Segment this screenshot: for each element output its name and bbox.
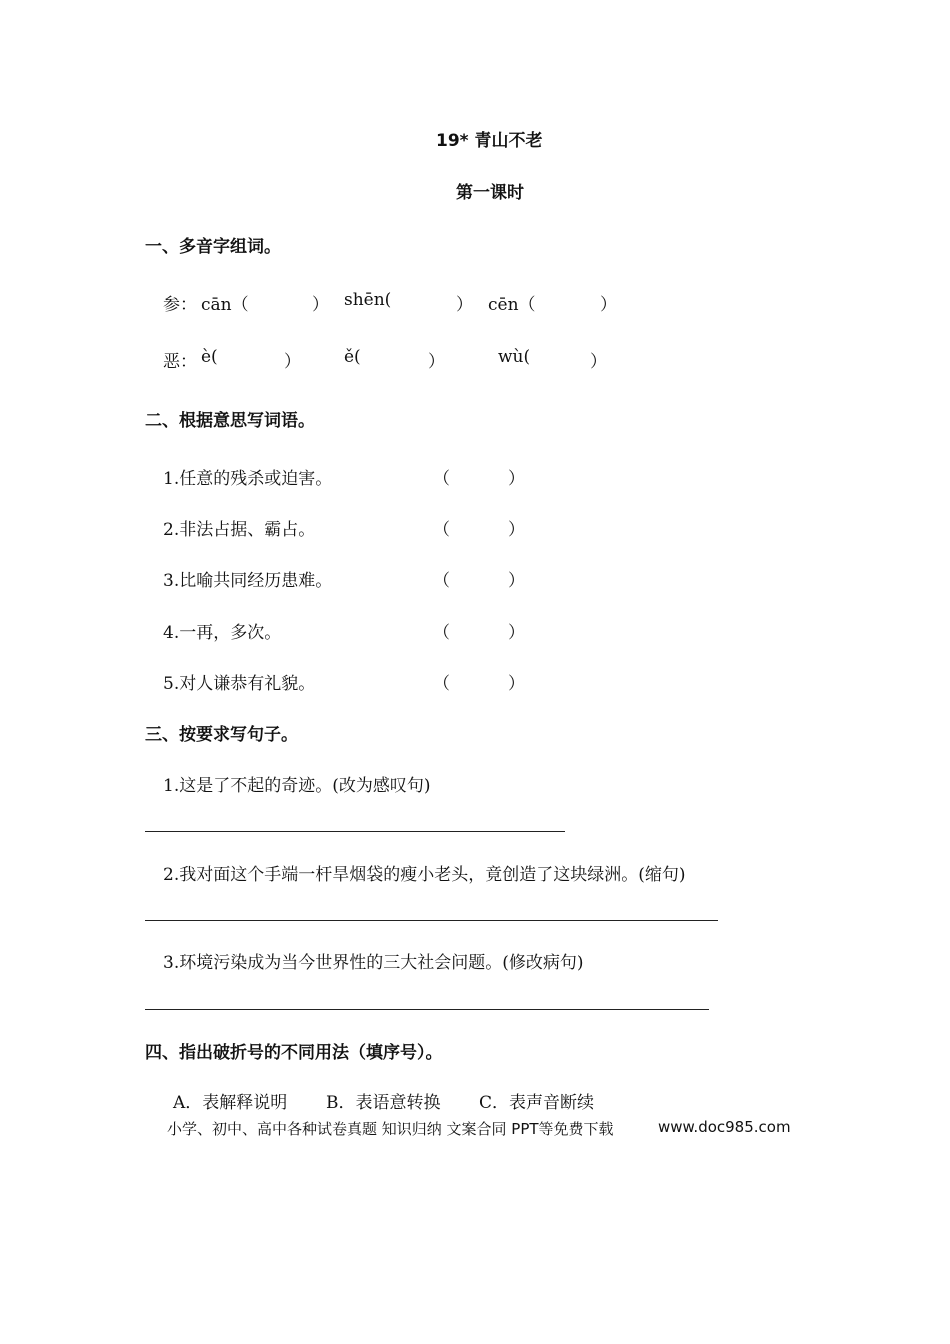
sentence-task-1: 1.这是了不起的奇迹。(改为感叹句) <box>163 776 431 796</box>
sentence-task-2: 2.我对面这个手端一杆旱烟袋的瘦小老头，竟创造了这块绿洲。(缩句) <box>163 865 686 885</box>
bracket-close: ） <box>600 295 617 315</box>
lesson-subtitle: 第一课时 <box>456 183 524 203</box>
option-b: B．表语意转换 <box>326 1093 441 1113</box>
option-a: A．表解释说明 <box>173 1093 288 1113</box>
section-1-heading: 一、多音字组词。 <box>145 237 281 257</box>
bracket-close: ） <box>590 352 607 372</box>
section-3-heading: 三、按要求写句子。 <box>145 725 298 745</box>
sentence-task-3: 3.环境污染成为当今世界性的三大社会问题。(修改病句) <box>163 953 584 973</box>
answer-open: （ <box>433 469 450 489</box>
answer-close: ） <box>508 571 525 591</box>
polyphone-char: 参： <box>163 295 197 315</box>
pinyin-3: cēn（ <box>488 295 536 315</box>
pinyin-1: cān（ <box>201 295 249 315</box>
definition-text: 4.一再，多次。 <box>163 623 282 643</box>
polyphone-char: 恶： <box>163 352 197 372</box>
footer-url[interactable]: www.doc985.com <box>658 1118 791 1136</box>
section-4-heading: 四、指出破折号的不同用法（填序号）。 <box>145 1043 443 1063</box>
answer-open: （ <box>433 520 450 540</box>
answer-line <box>145 920 718 921</box>
answer-open: （ <box>433 674 450 694</box>
answer-line <box>145 1009 709 1010</box>
pinyin-2: shēn( <box>344 290 392 310</box>
page-title: 19* 青山不老 <box>436 131 543 151</box>
answer-close: ） <box>508 469 525 489</box>
definition-text: 3.比喻共同经历患难。 <box>163 571 333 591</box>
answer-close: ） <box>508 623 525 643</box>
answer-open: （ <box>433 623 450 643</box>
bracket-close: ） <box>456 295 473 315</box>
answer-line <box>145 831 565 832</box>
definition-text: 1.任意的残杀或迫害。 <box>163 469 333 489</box>
definition-text: 2.非法占据、霸占。 <box>163 520 316 540</box>
pinyin-3: wù( <box>498 347 531 367</box>
answer-open: （ <box>433 571 450 591</box>
pinyin-1: è( <box>201 347 218 367</box>
pinyin-2: ě( <box>344 347 361 367</box>
bracket-close: ） <box>312 295 329 315</box>
definition-text: 5.对人谦恭有礼貌。 <box>163 674 316 694</box>
footer-promo-text: 小学、初中、高中各种试卷真题 知识归纳 文案合同 PPT等免费下载 <box>167 1120 614 1138</box>
answer-close: ） <box>508 674 525 694</box>
section-2-heading: 二、根据意思写词语。 <box>145 411 315 431</box>
bracket-close: ） <box>428 352 445 372</box>
answer-close: ） <box>508 520 525 540</box>
bracket-close: ） <box>284 352 301 372</box>
option-c: C．表声音断续 <box>479 1093 595 1113</box>
